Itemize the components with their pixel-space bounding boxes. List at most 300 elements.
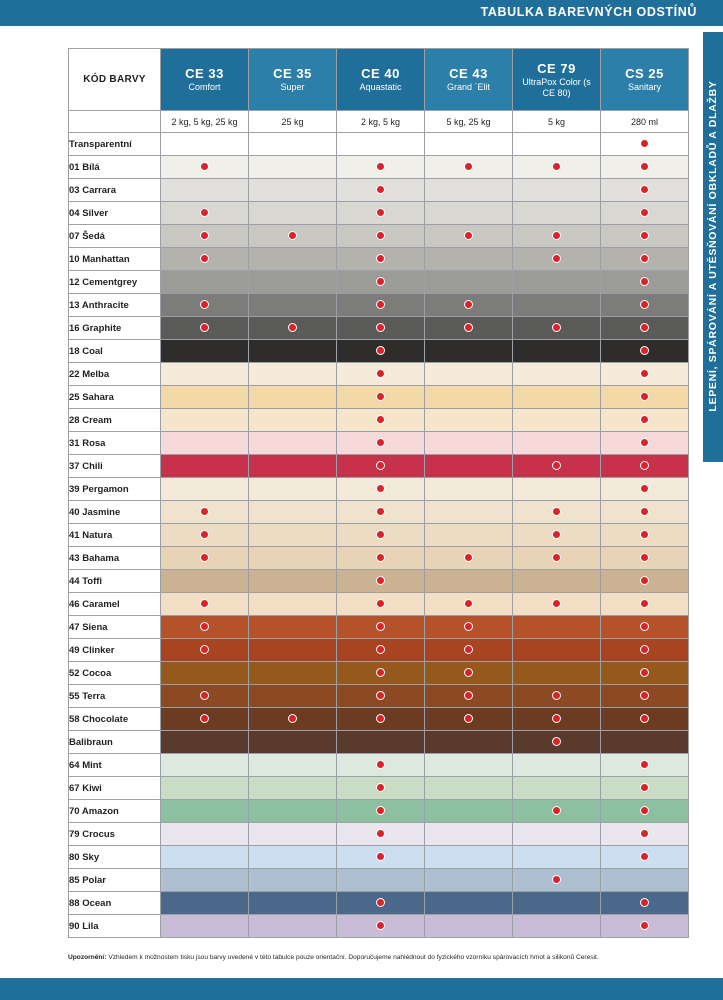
availability-cell [425,731,513,754]
availability-dot-icon [376,898,385,907]
availability-cell [249,869,337,892]
availability-cell [161,731,249,754]
color-name-cell: 40 Jasmine [69,501,161,524]
page-number [682,983,701,997]
column-header-ce79 [513,49,601,111]
availability-cell [513,754,601,777]
availability-cell [337,823,425,846]
availability-cell [249,386,337,409]
color-name-cell: 41 Natura [69,524,161,547]
table-row [69,409,689,432]
availability-cell [513,570,601,593]
availability-cell [513,501,601,524]
availability-cell [161,133,249,156]
table-row [69,846,689,869]
availability-cell [161,869,249,892]
availability-dot-icon [376,714,385,723]
availability-cell [425,593,513,616]
availability-cell [249,846,337,869]
column-header-ce33 [161,49,249,111]
availability-cell [425,294,513,317]
availability-cell [425,639,513,662]
availability-cell [337,179,425,202]
availability-dot-icon [200,553,209,562]
availability-cell [513,616,601,639]
color-name-cell: 85 Polar [69,869,161,892]
availability-cell [249,570,337,593]
shade-table [68,48,689,938]
color-name-cell: 58 Chocolate [69,708,161,731]
table-row [69,869,689,892]
table-row [69,386,689,409]
availability-cell [601,179,689,202]
availability-dot-icon [640,783,649,792]
product-sub: UltraPox Color (s CE 80) [522,76,591,98]
availability-dot-icon [376,392,385,401]
table-row [69,547,689,570]
column-header-ce35 [249,49,337,111]
availability-dot-icon [640,507,649,516]
availability-cell [425,915,513,938]
availability-dot-icon [640,645,649,654]
availability-cell [337,225,425,248]
availability-cell [337,915,425,938]
color-name-cell: 25 Sahara [69,386,161,409]
side-tab-label: LEPENÍ, SPÁROVÁNÍ A UTĚSŇOVÁNÍ OBKLADŮ A DLAŽBY [707,80,719,412]
packaging-row [69,111,689,133]
availability-cell [337,570,425,593]
availability-cell [337,800,425,823]
availability-cell [249,708,337,731]
availability-dot-icon [640,415,649,424]
table-row [69,156,689,179]
table-row [69,892,689,915]
availability-cell [425,662,513,685]
availability-cell [161,271,249,294]
availability-cell [337,340,425,363]
availability-dot-icon [640,277,649,286]
color-name-cell: Balibraun [69,731,161,754]
color-name-cell: 39 Pergamon [69,478,161,501]
availability-cell [425,777,513,800]
availability-cell [601,156,689,179]
table-row [69,363,689,386]
availability-cell [161,685,249,708]
availability-cell [337,547,425,570]
availability-cell [601,501,689,524]
availability-dot-icon [200,599,209,608]
packaging-cs25: 280 ml [601,111,689,133]
availability-cell [513,294,601,317]
availability-cell [249,432,337,455]
availability-dot-icon [552,553,561,562]
table-row [69,271,689,294]
availability-cell [601,524,689,547]
availability-cell [601,892,689,915]
availability-cell [425,225,513,248]
availability-cell [161,708,249,731]
availability-cell [249,754,337,777]
availability-cell [513,317,601,340]
availability-dot-icon [288,231,297,240]
availability-cell [337,662,425,685]
color-name-cell: 28 Cream [69,409,161,432]
availability-dot-icon [200,208,209,217]
column-header-cs25 [601,49,689,111]
availability-cell [425,478,513,501]
availability-dot-icon [376,461,385,470]
color-name-cell: 49 Clinker [69,639,161,662]
availability-dot-icon [640,369,649,378]
availability-cell [161,317,249,340]
availability-cell [513,156,601,179]
availability-dot-icon [200,323,209,332]
availability-cell [161,455,249,478]
table-row [69,524,689,547]
availability-cell [337,478,425,501]
availability-cell [249,317,337,340]
availability-dot-icon [464,645,473,654]
table-row [69,754,689,777]
availability-cell [161,616,249,639]
availability-cell [425,892,513,915]
availability-dot-icon [552,714,561,723]
availability-dot-icon [200,254,209,263]
availability-cell [337,846,425,869]
color-name-cell: 16 Graphite [69,317,161,340]
availability-cell [249,892,337,915]
availability-cell [513,179,601,202]
availability-dot-icon [640,438,649,447]
availability-cell [425,133,513,156]
availability-dot-icon [376,507,385,516]
availability-dot-icon [376,346,385,355]
product-code: CS 25 [625,66,664,81]
column-header-code: KÓD BARVY [69,49,161,111]
color-name-cell: 44 Toffi [69,570,161,593]
availability-dot-icon [376,783,385,792]
availability-dot-icon [640,484,649,493]
availability-dot-icon [552,323,561,332]
availability-cell [249,340,337,363]
availability-dot-icon [376,300,385,309]
table-row [69,616,689,639]
availability-cell [249,478,337,501]
product-sub: Super [280,82,305,92]
table-row [69,708,689,731]
color-name-cell: 70 Amazon [69,800,161,823]
availability-cell [161,340,249,363]
availability-cell [601,754,689,777]
availability-cell [425,248,513,271]
availability-dot-icon [464,599,473,608]
availability-cell [337,639,425,662]
availability-cell [425,156,513,179]
availability-cell [337,892,425,915]
availability-cell [161,294,249,317]
availability-dot-icon [552,231,561,240]
availability-cell [249,225,337,248]
color-name-cell: 46 Caramel [69,593,161,616]
availability-cell [337,501,425,524]
availability-cell [161,202,249,225]
availability-cell [601,363,689,386]
availability-cell [161,248,249,271]
availability-cell [601,294,689,317]
availability-cell [601,225,689,248]
availability-dot-icon [376,622,385,631]
availability-dot-icon [200,507,209,516]
availability-cell [337,409,425,432]
availability-dot-icon [552,875,561,884]
availability-cell [601,570,689,593]
availability-cell [601,777,689,800]
product-code: CE 40 [361,66,400,81]
availability-cell [161,363,249,386]
color-name-cell: Transparentní [69,133,161,156]
table-row [69,478,689,501]
availability-dot-icon [640,599,649,608]
availability-cell [161,639,249,662]
availability-dot-icon [552,737,561,746]
product-code: CE 79 [537,60,576,76]
availability-cell [601,455,689,478]
availability-cell [513,432,601,455]
availability-cell [601,823,689,846]
availability-cell [513,133,601,156]
availability-cell [337,685,425,708]
table-head [69,49,689,133]
availability-cell [425,846,513,869]
color-name-cell: 13 Anthracite [69,294,161,317]
availability-dot-icon [464,553,473,562]
table-row [69,133,689,156]
availability-cell [337,777,425,800]
availability-cell [161,409,249,432]
availability-cell [601,593,689,616]
color-name-cell: 04 Silver [69,202,161,225]
color-name-cell: 64 Mint [69,754,161,777]
availability-cell [161,892,249,915]
availability-cell [425,547,513,570]
availability-cell [513,777,601,800]
availability-cell [249,133,337,156]
availability-cell [513,662,601,685]
availability-cell [601,202,689,225]
product-sub: Comfort [188,82,221,92]
availability-dot-icon [552,254,561,263]
availability-cell [249,616,337,639]
availability-cell [161,800,249,823]
availability-cell [249,800,337,823]
availability-dot-icon [464,300,473,309]
availability-cell [249,639,337,662]
availability-cell [161,915,249,938]
availability-dot-icon [640,461,649,470]
availability-cell [601,800,689,823]
availability-cell [337,363,425,386]
color-name-cell: 12 Cementgrey [69,271,161,294]
availability-dot-icon [640,576,649,585]
availability-cell [601,317,689,340]
availability-cell [601,133,689,156]
availability-cell [601,731,689,754]
product-code: CE 33 [185,66,224,81]
availability-cell [513,869,601,892]
availability-cell [513,800,601,823]
availability-dot-icon [464,668,473,677]
availability-dot-icon [376,806,385,815]
color-name-cell: 37 Chili [69,455,161,478]
availability-cell [425,570,513,593]
availability-cell [161,179,249,202]
availability-cell [161,524,249,547]
availability-dot-icon [464,714,473,723]
product-sub: Sanitary [627,82,662,92]
availability-dot-icon [200,645,209,654]
availability-cell [425,754,513,777]
availability-cell [161,823,249,846]
availability-cell [513,455,601,478]
availability-cell [425,179,513,202]
table-row [69,685,689,708]
availability-dot-icon [640,760,649,769]
availability-cell [513,386,601,409]
availability-cell [425,340,513,363]
side-tab [703,32,723,462]
table-row [69,202,689,225]
availability-dot-icon [376,208,385,217]
availability-dot-icon [552,530,561,539]
availability-dot-icon [552,599,561,608]
product-code: CE 43 [449,66,488,81]
availability-dot-icon [376,254,385,263]
availability-cell [513,340,601,363]
availability-cell [425,386,513,409]
availability-dot-icon [640,185,649,194]
availability-cell [161,662,249,685]
availability-dot-icon [640,323,649,332]
availability-dot-icon [376,484,385,493]
table-row [69,570,689,593]
table-row [69,225,689,248]
availability-cell [513,685,601,708]
availability-cell [425,363,513,386]
availability-cell [337,731,425,754]
availability-cell [513,478,601,501]
availability-dot-icon [376,369,385,378]
availability-cell [601,248,689,271]
availability-dot-icon [640,162,649,171]
availability-cell [337,616,425,639]
availability-dot-icon [640,231,649,240]
table-row [69,294,689,317]
footer-note [68,953,668,962]
availability-dot-icon [376,231,385,240]
availability-dot-icon [640,829,649,838]
availability-dot-icon [464,231,473,240]
availability-cell [337,202,425,225]
availability-cell [249,823,337,846]
availability-cell [161,501,249,524]
availability-cell [513,271,601,294]
availability-cell [601,708,689,731]
availability-cell [513,846,601,869]
availability-cell [249,524,337,547]
availability-cell [161,547,249,570]
product-code: CE 35 [273,66,312,81]
availability-dot-icon [552,162,561,171]
table-row [69,731,689,754]
availability-cell [601,409,689,432]
availability-cell [513,639,601,662]
packaging-ce79: 5 kg [513,111,601,133]
availability-cell [337,317,425,340]
availability-cell [513,823,601,846]
availability-dot-icon [376,553,385,562]
availability-cell [601,386,689,409]
availability-dot-icon [288,323,297,332]
availability-cell [513,731,601,754]
availability-cell [425,800,513,823]
availability-cell [249,156,337,179]
table-row [69,777,689,800]
availability-cell [249,455,337,478]
availability-cell [513,547,601,570]
availability-dot-icon [552,507,561,516]
availability-cell [337,869,425,892]
availability-cell [337,156,425,179]
availability-dot-icon [376,415,385,424]
availability-dot-icon [640,668,649,677]
table-row [69,317,689,340]
availability-dot-icon [376,921,385,930]
availability-dot-icon [200,231,209,240]
availability-cell [337,133,425,156]
table-row [69,639,689,662]
packaging-ce35: 25 kg [249,111,337,133]
packaging-ce43: 5 kg, 25 kg [425,111,513,133]
availability-dot-icon [640,714,649,723]
availability-cell [337,386,425,409]
availability-cell [425,455,513,478]
availability-cell [513,708,601,731]
availability-cell [161,593,249,616]
availability-dot-icon [376,852,385,861]
availability-cell [249,409,337,432]
availability-cell [161,846,249,869]
availability-cell [425,823,513,846]
availability-cell [249,547,337,570]
page-title: TABULKA BAREVNÝCH ODSTÍNŮ [480,5,697,19]
availability-dot-icon [376,438,385,447]
availability-cell [161,478,249,501]
availability-cell [425,317,513,340]
color-name-cell: 01 Bílá [69,156,161,179]
shade-table-wrapper [68,48,688,938]
table-row [69,800,689,823]
availability-cell [249,294,337,317]
table-row [69,662,689,685]
availability-cell [601,432,689,455]
availability-cell [601,547,689,570]
availability-dot-icon [376,576,385,585]
color-name-cell: 07 Šedá [69,225,161,248]
availability-cell [161,754,249,777]
availability-dot-icon [640,392,649,401]
column-header-ce40 [337,49,425,111]
availability-dot-icon [200,300,209,309]
